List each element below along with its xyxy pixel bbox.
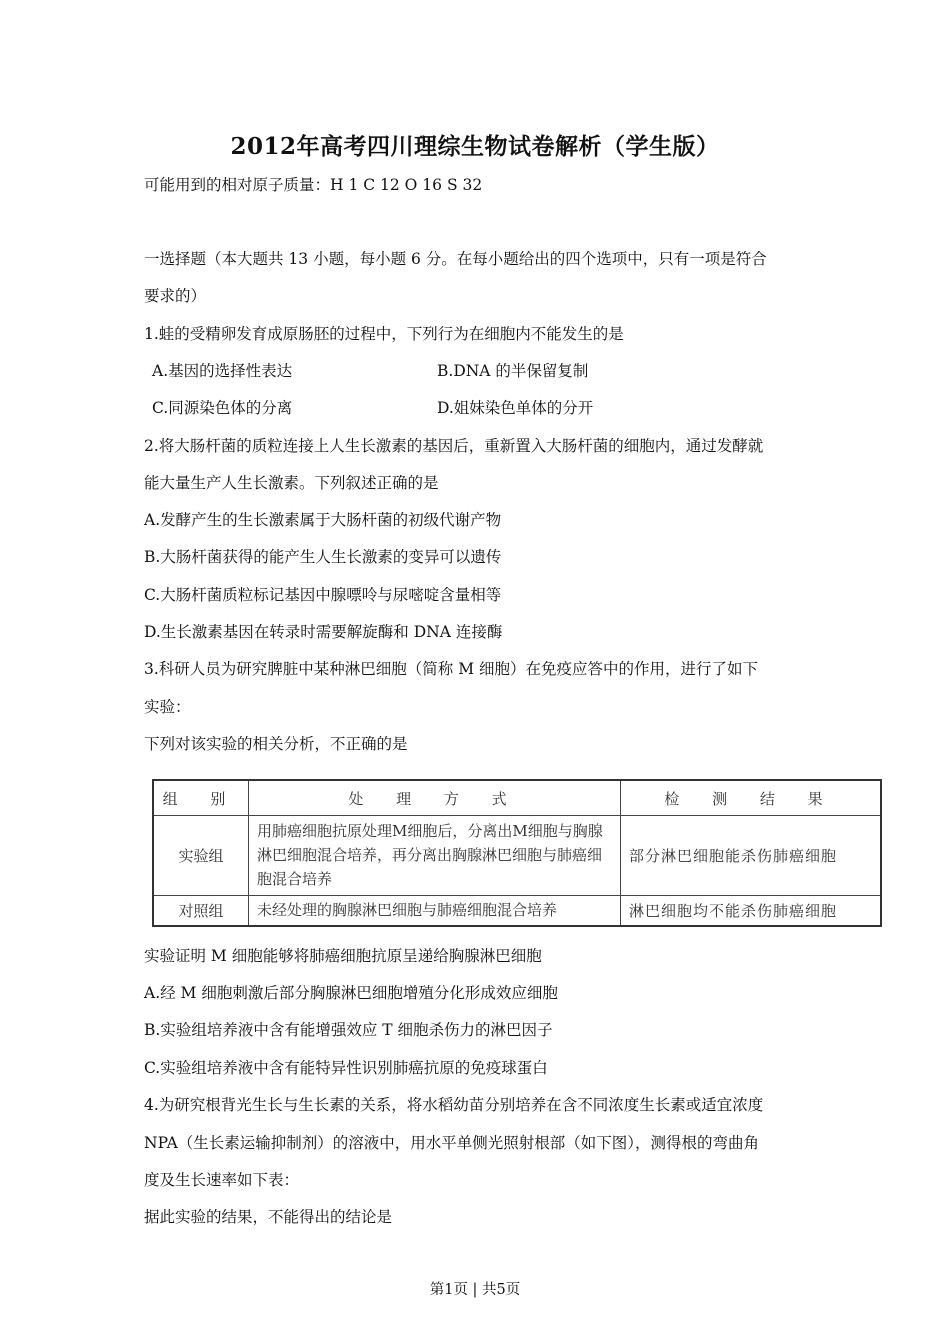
question-2-stem-cont: 能大量生产人生长激素。下列叙述正确的是 <box>144 474 439 492</box>
question-2-option-c: C.大肠杆菌质粒标记基因中腺嘌呤与尿嘧啶含量相等 <box>144 586 502 604</box>
question-4-prompt: 据此实验的结果，不能得出的结论是 <box>144 1208 393 1226</box>
question-2-stem: 2.将大肠杆菌的质粒连接上人生长激素的基因后，重新置入大肠杆菌的细胞内，通过发酵就 <box>144 437 764 455</box>
atomic-mass-note: 可能用到的相对原子质量：H 1 C 12 O 16 S 32 <box>144 176 483 194</box>
experiment-table <box>152 779 882 927</box>
question-3-option-first: 实验证明 M 细胞能够将肺癌细胞抗原呈递给胸腺淋巴细胞 <box>144 947 542 965</box>
table-cell-process: 用肺癌细胞抗原处理M细胞后，分离出M细胞与胸腺淋巴细胞混合培养，再分离出胸腺淋巴细胞与肺癌细胞混合培养 <box>249 816 621 896</box>
table-row <box>153 895 881 926</box>
table-header-group: 组 别 <box>153 780 249 816</box>
question-3-prompt: 下列对该实验的相关分析，不正确的是 <box>144 735 408 753</box>
question-4-stem: 4.为研究根背光生长与生长素的关系，将水稻幼苗分别培养在含不同浓度生长素或适宜浓度 <box>144 1096 764 1114</box>
question-3-option-c: C.实验组培养液中含有能特异性识别肺癌抗原的免疫球蛋白 <box>144 1059 548 1077</box>
question-2-option-b: B.大肠杆菌获得的能产生人生长激素的变异可以遗传 <box>144 548 502 566</box>
question-1-option-b: B.DNA 的半保留复制 <box>437 362 589 380</box>
table-header-process: 处 理 方 式 <box>249 780 621 816</box>
question-1-stem: 1.蛙的受精卵发育成原肠胚的过程中，下列行为在细胞内不能发生的是 <box>144 325 624 343</box>
question-3-option-a: A.经 M 细胞刺激后部分胸腺淋巴细胞增殖分化形成效应细胞 <box>144 984 558 1002</box>
question-1-option-c: C.同源染色体的分离 <box>152 399 293 417</box>
table-header-row <box>153 780 881 816</box>
question-1-option-a: A.基因的选择性表达 <box>152 362 293 380</box>
question-2-option-d: D.生长激素基因在转录时需要解旋酶和 DNA 连接酶 <box>144 623 503 641</box>
question-2-option-a: A.发酵产生的生长激素属于大肠杆菌的初级代谢产物 <box>144 511 502 529</box>
section-heading-cont: 要求的） <box>144 287 207 305</box>
question-4-stem-cont2: 度及生长速率如下表： <box>144 1171 300 1189</box>
table-cell-group: 实验组 <box>153 816 249 896</box>
table-cell-process: 未经处理的胸腺淋巴细胞与肺癌细胞混合培养 <box>249 895 621 926</box>
section-heading: 一选择题（本大题共 13 小题，每小题 6 分。在每小题给出的四个选项中，只有一项是符合 <box>144 250 767 268</box>
question-3-stem: 3.科研人员为研究脾脏中某种淋巴细胞（简称 M 细胞）在免疫应答中的作用，进行了如下 <box>144 660 759 678</box>
question-3-option-b: B.实验组培养液中含有能增强效应 T 细胞杀伤力的淋巴因子 <box>144 1021 553 1039</box>
question-4-stem-cont: NPA（生长素运输抑制剂）的溶液中，用水平单侧光照射根部（如下图），测得根的弯曲角 <box>144 1134 760 1152</box>
table-row <box>153 816 881 896</box>
document-title: 2012年高考四川理综生物试卷解析（学生版） <box>230 133 720 160</box>
question-3-stem-cont: 实验： <box>144 698 191 716</box>
question-1-option-d: D.姐妹染色单体的分开 <box>437 399 594 417</box>
table-cell-result: 部分淋巴细胞能杀伤肺癌细胞 <box>621 816 882 896</box>
table-cell-result: 淋巴细胞均不能杀伤肺癌细胞 <box>621 895 882 926</box>
table-cell-group: 对照组 <box>153 895 249 926</box>
table-header-result: 检 测 结 果 <box>621 780 882 816</box>
page-footer: 第1页 | 共5页 <box>429 1282 521 1298</box>
